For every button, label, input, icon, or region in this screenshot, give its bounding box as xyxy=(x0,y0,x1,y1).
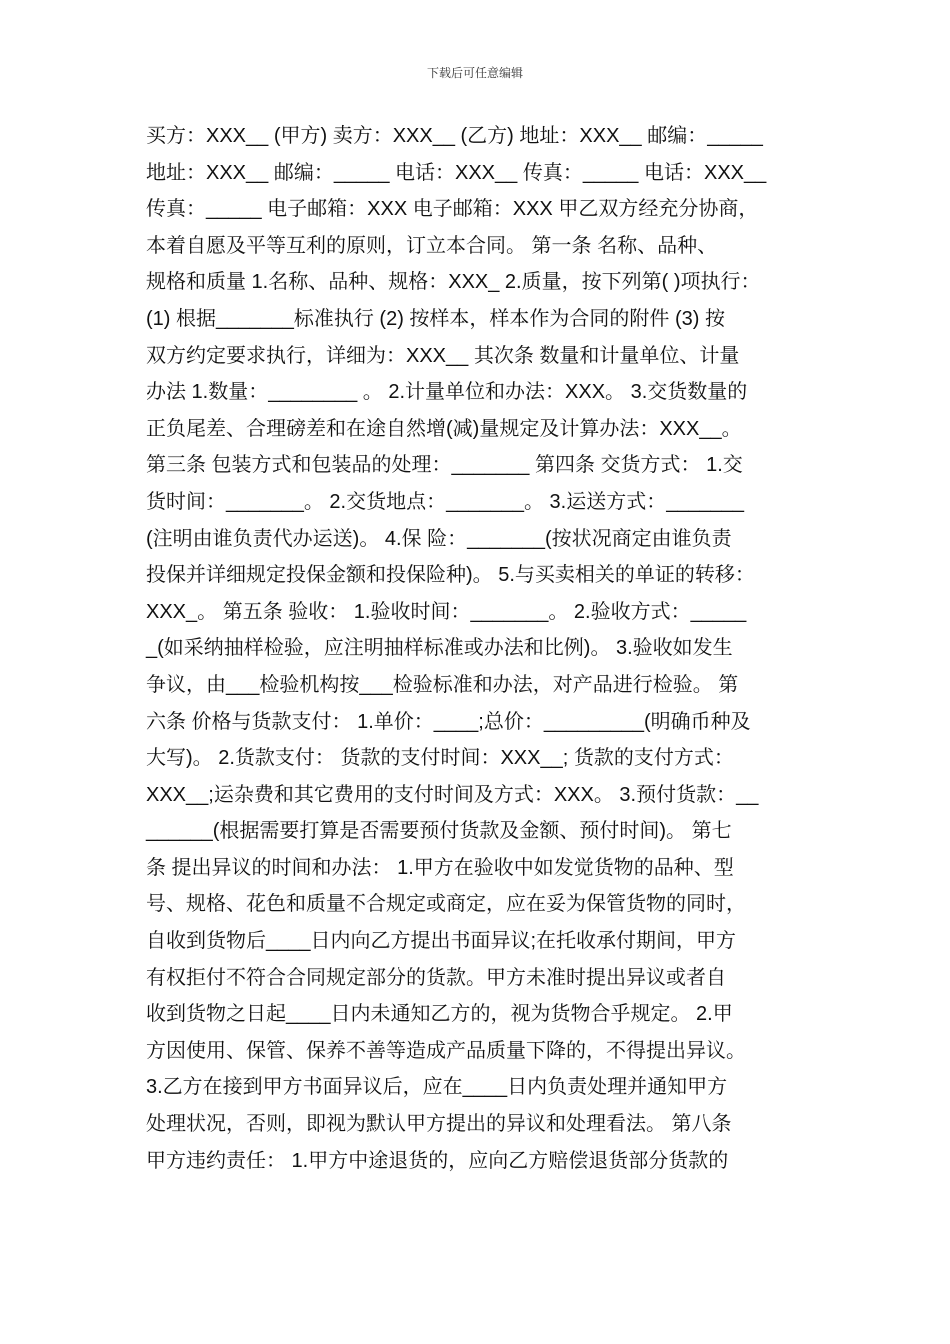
body-line: 甲方违约责任： 1.甲方中途退货的，应向乙方赔偿退货部分货款的 xyxy=(146,1149,729,1172)
body-line: 有权拒付不符合合同规定部分的货款。甲方未准时提出异议或者自 xyxy=(146,966,726,989)
body-line: (1) 根据_______标准执行 (2) 按样本，样本作为合同的附件 (3) 按 xyxy=(146,307,725,330)
body-line: _(如采纳抽样检验，应注明抽样标准或办法和比例)。 3.验收如发生 xyxy=(146,637,733,660)
body-line: 方因使用、保管、保养不善等造成产品质量下降的，不得提出异议。 xyxy=(146,1039,746,1062)
contract-body xyxy=(146,118,826,1179)
body-line: 收到货物之日起____日内未通知乙方的，视为货物合乎规定。 2.甲 xyxy=(146,1003,733,1026)
body-line: 双方约定要求执行，详细为：XXX__ 其次条 数量和计量单位、计量 xyxy=(146,344,740,367)
page-header: 下载后可任意编辑 xyxy=(426,66,523,80)
body-line: 传真：_____ 电子邮箱：XXX 电子邮箱：XXX 甲乙双方经充分协商， xyxy=(146,198,759,221)
body-line: 六条 价格与货款支付： 1.单价：____;总价：_________(明确币种及 xyxy=(146,710,751,733)
body-line: 买方：XXX__ (甲方) 卖方：XXX__ (乙方) 地址：XXX__ 邮编：_____ xyxy=(146,125,763,147)
body-line: 号、规格、花色和质量不合规定或商定，应在妥为保管货物的同时， xyxy=(146,893,746,916)
body-line: 地址：XXX__ 邮编：_____ 电话：XXX__ 传真：_____ 电话：XXX__ xyxy=(146,161,767,184)
body-line: 规格和质量 1.名称、品种、规格：XXX_ 2.质量，按下列第( )项执行： xyxy=(146,271,761,294)
body-line: XXX_。 第五条 验收： 1.验收时间：_______。 2.验收方式：_____ xyxy=(146,600,747,623)
body-line: ______(根据需要打算是否需要预付货款及金额、预付时间)。 第七 xyxy=(146,820,732,843)
body-line: 正负尾差、合理磅差和在途自然增(减)量规定及计算办法：XXX__。 xyxy=(146,417,742,440)
body-line: 3.乙方在接到甲方书面异议后，应在____日内负责处理并通知甲方 xyxy=(146,1076,728,1099)
body-line: 货时间：_______。 2.交货地点：_______。 3.运送方式：_______ xyxy=(146,490,745,513)
body-line: (注明由谁负责代办运送)。 4.保 险：_______(按状况商定由谁负责 xyxy=(146,527,732,550)
body-line: 本着自愿及平等互利的原则，订立本合同。 第一条 名称、品种、 xyxy=(146,234,718,257)
body-line: 争议，由___检验机构按___检验标准和办法，对产品进行检验。 第 xyxy=(146,673,739,696)
body-line: 处理状况，否则，即视为默认甲方提出的异议和处理看法。 第八条 xyxy=(146,1113,732,1136)
body-line: 自收到货物后____日内向乙方提出书面异议;在托收承付期间，甲方 xyxy=(146,930,737,953)
body-line: 投保并详细规定投保金额和投保险种)。 5.与买卖相关的单证的转移： xyxy=(146,564,755,587)
body-line: 条 提出异议的时间和办法： 1.甲方在验收中如发觉货物的品种、型 xyxy=(146,856,734,879)
body-line: 办法 1.数量：________ 。 2.计量单位和办法：XXX。 3.交货数量的 xyxy=(146,381,748,404)
body-line: 大写)。 2.货款支付： 货款的支付时间：XXX__; 货款的支付方式： xyxy=(146,747,734,770)
body-line: XXX__;运杂费和其它费用的支付时间及方式：XXX。 3.预付货款：__ xyxy=(146,783,759,806)
body-line: 第三条 包装方式和包装品的处理：_______ 第四条 交货方式： 1.交 xyxy=(146,454,743,477)
